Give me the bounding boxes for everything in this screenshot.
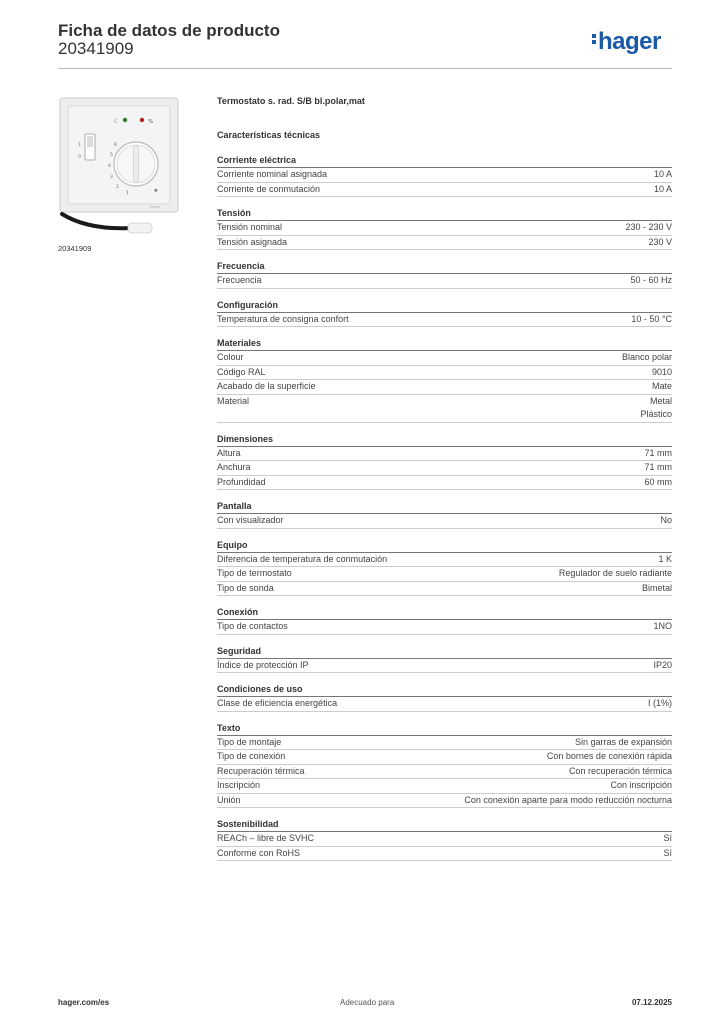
spec-label: Tipo de contactos xyxy=(217,621,288,631)
spec-row xyxy=(217,351,672,366)
product-image xyxy=(58,96,182,234)
spec-label: Tipo de termostato xyxy=(217,568,292,578)
section-title: Conexión xyxy=(217,606,672,620)
footer-website[interactable]: hager.com/es xyxy=(58,998,110,1007)
section-title: Condiciones de uso xyxy=(217,683,672,697)
spec-value xyxy=(658,553,672,567)
spec-row xyxy=(217,659,672,674)
spec-label: Temperatura de consigna confort xyxy=(217,313,349,324)
spec-row xyxy=(217,765,672,780)
spec-label: Frecuencia xyxy=(217,275,262,285)
spec-value xyxy=(625,221,672,235)
svg-text:3: 3 xyxy=(110,175,113,180)
spec-value-line: Regulador de suelo radiante xyxy=(558,568,672,578)
spec-value xyxy=(569,765,672,779)
spec-section xyxy=(217,539,672,597)
spec-label: Profundidad xyxy=(217,476,266,487)
spec-row xyxy=(217,514,672,529)
spec-value-line: 1 K xyxy=(658,553,672,564)
footer-date: 07.12.2025 xyxy=(631,998,672,1007)
spec-value-line: Con bornes de conexión rápida xyxy=(546,751,672,761)
spec-value-line: Con recuperación térmica xyxy=(568,765,672,776)
spec-value-line: No xyxy=(660,515,672,525)
spec-value-line: Con conexión aparte para modo reducción nocturna xyxy=(464,794,672,805)
spec-row xyxy=(217,794,672,809)
section-title: Tensión xyxy=(217,207,672,221)
spec-label: Código RAL xyxy=(217,366,266,377)
section-title: Texto xyxy=(217,722,672,736)
spec-row xyxy=(217,736,672,751)
section-title: Seguridad xyxy=(217,645,672,659)
spec-row xyxy=(217,461,672,476)
spec-row xyxy=(217,779,672,794)
spec-label: Corriente nominal asignada xyxy=(217,169,328,179)
tech-heading: Características técnicas xyxy=(217,130,321,140)
header-divider xyxy=(58,68,672,69)
spec-value-line: Con inscripción xyxy=(610,780,672,790)
spec-value-line: Blanco polar xyxy=(621,352,672,362)
spec-label: Corriente de conmutación xyxy=(217,183,321,194)
hager-logo: hager xyxy=(592,28,661,56)
spec-row xyxy=(217,697,672,712)
spec-value-line: 71 mm xyxy=(644,447,672,458)
spec-row xyxy=(217,567,672,582)
spec-value xyxy=(648,236,672,250)
spec-value-line: I (1%) xyxy=(647,698,672,708)
spec-row xyxy=(217,221,672,236)
spec-value xyxy=(464,794,672,808)
spec-value-line: 230 V xyxy=(648,236,672,247)
spec-value-line: 230 - 230 V xyxy=(625,222,672,232)
svg-text:%: % xyxy=(148,119,154,125)
section-title: Dimensiones xyxy=(217,433,672,447)
spec-value-line: Mate xyxy=(651,381,672,391)
section-title: Frecuencia xyxy=(217,260,672,274)
spec-row xyxy=(217,832,672,847)
spec-row xyxy=(217,380,672,395)
spec-value xyxy=(644,476,672,490)
spec-row xyxy=(217,274,672,289)
spec-value xyxy=(660,514,672,528)
svg-text:6: 6 xyxy=(114,143,117,148)
svg-text:0: 0 xyxy=(78,155,81,160)
spec-label: Recuperación térmica xyxy=(217,765,305,776)
spec-section xyxy=(217,299,672,328)
spec-label: Tipo de sonda xyxy=(217,582,274,593)
svg-text:hager: hager xyxy=(150,205,161,209)
spec-label: Altura xyxy=(217,447,241,458)
product-name: Termostato s. rad. S/B bl.polar,mat xyxy=(217,96,365,106)
spec-value-line: 50 - 60 Hz xyxy=(630,275,672,285)
spec-label: Acabado de la superficie xyxy=(217,381,316,391)
spec-row xyxy=(217,582,672,597)
spec-value-line: Sí xyxy=(663,833,672,843)
spec-value xyxy=(644,447,672,461)
spec-label: Índice de protección IP xyxy=(217,659,309,670)
section-title: Sostenibilidad xyxy=(217,818,672,832)
svg-text:4: 4 xyxy=(108,164,111,169)
spec-label: Diferencia de temperatura de conmutación xyxy=(217,553,388,564)
spec-label: Tipo de conexión xyxy=(217,751,286,761)
spec-value xyxy=(653,620,672,634)
spec-label: Unión xyxy=(217,794,241,805)
spec-value xyxy=(652,366,672,380)
spec-value xyxy=(642,582,672,596)
spec-value xyxy=(610,779,672,793)
spec-value-line: 60 mm xyxy=(644,476,672,487)
spec-row xyxy=(217,236,672,251)
spec-value xyxy=(631,313,672,327)
spec-section xyxy=(217,645,672,674)
logo-dots-icon xyxy=(592,32,596,46)
spec-section xyxy=(217,260,672,289)
spec-row xyxy=(217,366,672,381)
spec-value xyxy=(652,380,672,394)
spec-value-line: Sí xyxy=(663,847,672,858)
spec-value-line: 10 A xyxy=(653,169,672,179)
spec-value xyxy=(630,274,672,288)
spec-row xyxy=(217,620,672,635)
spec-content xyxy=(217,96,672,861)
spec-label: Tensión asignada xyxy=(217,236,288,247)
spec-row xyxy=(217,168,672,183)
section-title: Equipo xyxy=(217,539,672,553)
svg-text:1: 1 xyxy=(126,191,129,196)
svg-text:5: 5 xyxy=(110,153,113,158)
spec-row xyxy=(217,447,672,462)
spec-value-line: Bimetal xyxy=(641,582,672,593)
spec-value xyxy=(575,736,672,750)
footer-middle-text: Adecuado para xyxy=(340,998,395,1007)
spec-value xyxy=(663,847,672,861)
spec-row xyxy=(217,847,672,862)
spec-section xyxy=(217,207,672,250)
svg-text:1: 1 xyxy=(78,143,81,148)
spec-row xyxy=(217,476,672,491)
section-title: Corriente eléctrica xyxy=(217,154,672,168)
spec-label: Colour xyxy=(217,352,244,362)
spec-row xyxy=(217,750,672,765)
spec-sections xyxy=(217,154,672,861)
svg-text:☾: ☾ xyxy=(114,118,120,125)
page-title: Ficha de datos de producto xyxy=(58,21,280,40)
section-title: Materiales xyxy=(217,337,672,351)
spec-row xyxy=(217,183,672,198)
spec-value xyxy=(654,168,672,182)
spec-value xyxy=(654,183,672,197)
section-title: Configuración xyxy=(217,299,672,313)
spec-section xyxy=(217,722,672,809)
spec-value xyxy=(648,697,672,711)
spec-value-line: 10 A xyxy=(653,183,672,194)
spec-value xyxy=(644,461,672,475)
section-title: Pantalla xyxy=(217,500,672,514)
spec-section xyxy=(217,500,672,529)
spec-value-line: 10 - 50 °C xyxy=(631,313,672,324)
spec-value xyxy=(559,567,672,581)
spec-row xyxy=(217,313,672,328)
svg-text:2: 2 xyxy=(116,185,119,190)
spec-row xyxy=(217,395,672,423)
spec-value-line: Plástico xyxy=(640,409,672,419)
product-number: 20341909 xyxy=(58,39,134,58)
spec-label: Inscripción xyxy=(217,780,261,790)
spec-value xyxy=(640,395,672,422)
svg-text:✱: ✱ xyxy=(154,189,158,194)
spec-label: Tipo de montaje xyxy=(217,736,282,747)
spec-value xyxy=(663,832,672,846)
spec-value-line: Sin garras de expansión xyxy=(574,736,672,747)
spec-section xyxy=(217,337,672,423)
spec-label: Material xyxy=(217,395,250,406)
spec-value xyxy=(547,750,672,764)
spec-label: REACh – libre de SVHC xyxy=(217,833,315,843)
spec-label: Anchura xyxy=(217,462,251,472)
spec-value xyxy=(622,351,672,365)
spec-label: Tensión nominal xyxy=(217,222,283,232)
spec-value-line: Metal xyxy=(649,395,672,406)
spec-value-line: IP20 xyxy=(653,659,672,670)
spec-section xyxy=(217,606,672,635)
spec-value-line: 9010 xyxy=(651,366,672,377)
spec-section xyxy=(217,683,672,712)
spec-label: Clase de eficiencia energética xyxy=(217,698,338,708)
image-caption: 20341909 xyxy=(58,244,92,253)
spec-value-line: 1NO xyxy=(653,621,672,631)
spec-value-line: 71 mm xyxy=(644,462,672,472)
spec-section xyxy=(217,818,672,861)
spec-row xyxy=(217,553,672,568)
spec-label: Conforme con RoHS xyxy=(217,847,301,858)
spec-value xyxy=(653,659,672,673)
spec-section xyxy=(217,154,672,197)
thermostat-illustration xyxy=(58,96,182,234)
spec-section xyxy=(217,433,672,491)
spec-label: Con visualizador xyxy=(217,515,284,525)
